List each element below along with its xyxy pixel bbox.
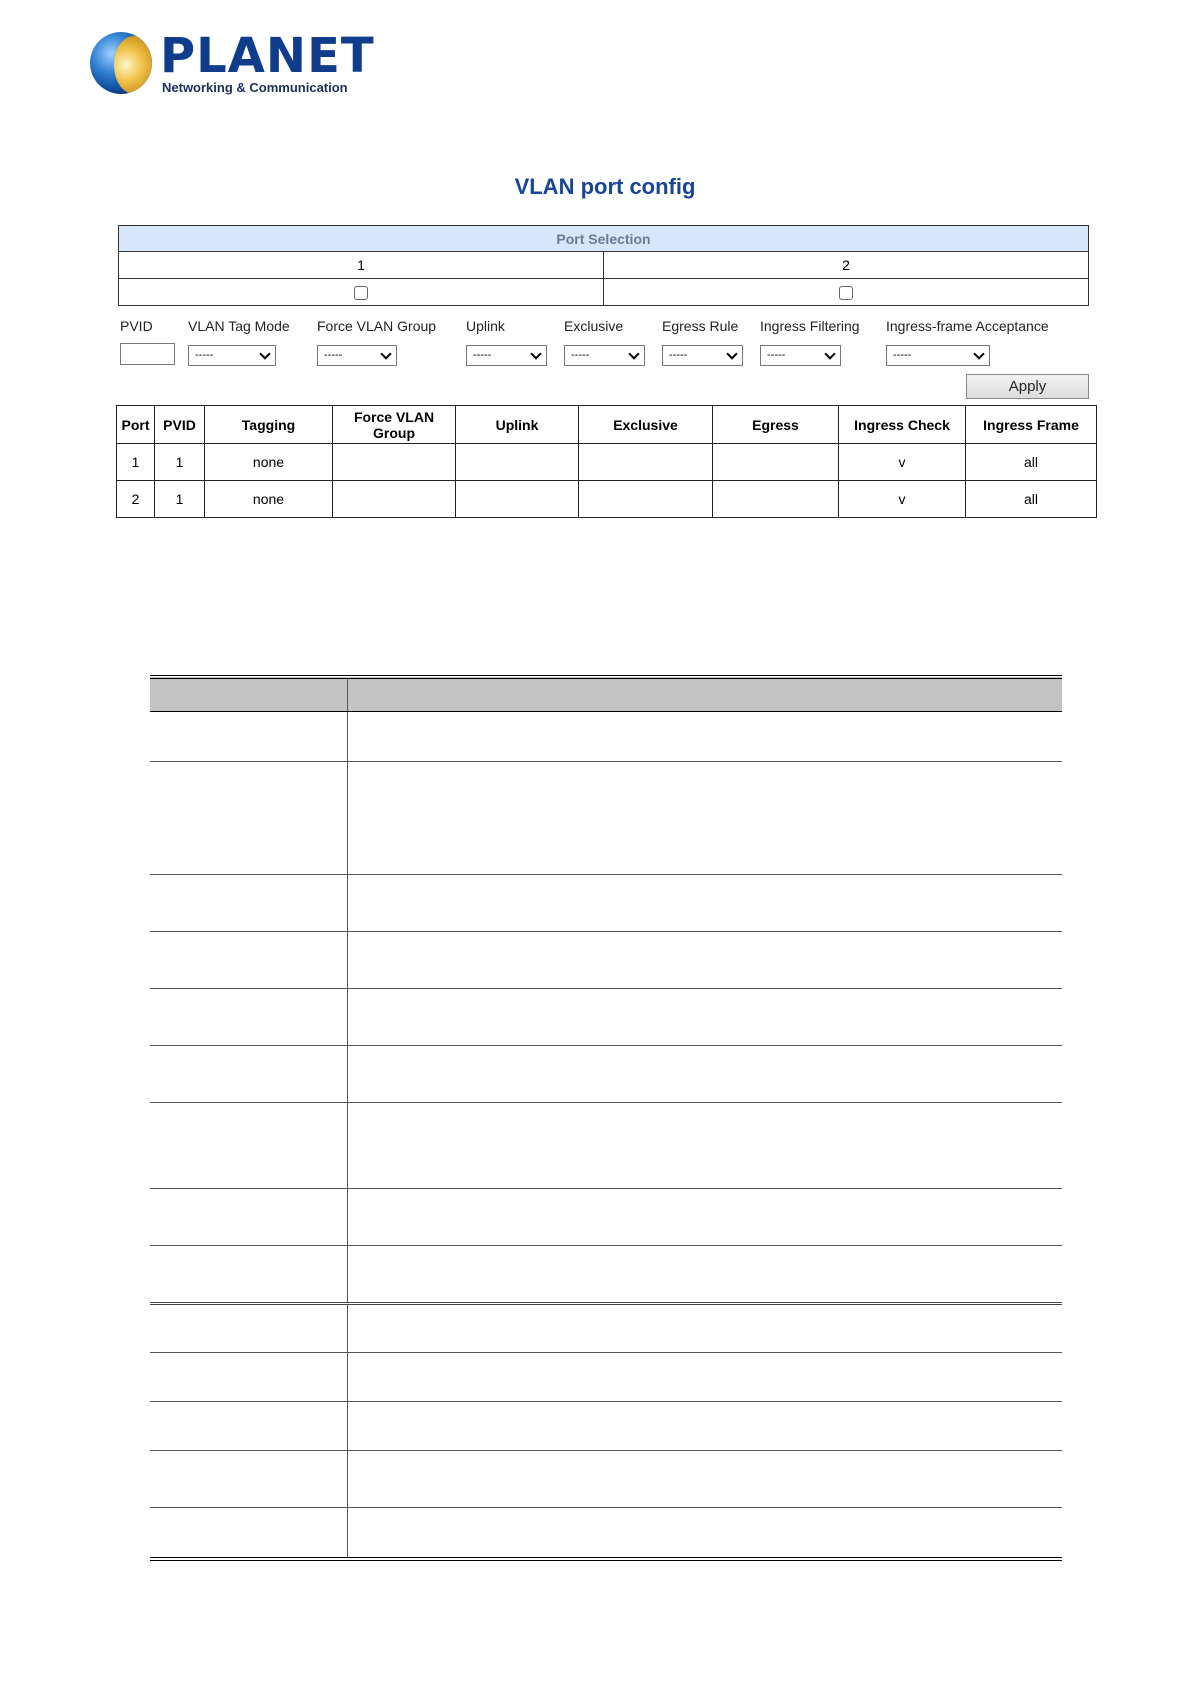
- cell-ingress-check: v: [839, 481, 966, 518]
- cell-ingress-check: v: [839, 444, 966, 481]
- apply-button[interactable]: Apply: [966, 374, 1089, 399]
- port-selection-header: Port Selection: [119, 226, 1089, 252]
- cell-exclusive: [579, 444, 713, 481]
- port-selection-label-1: 1: [119, 252, 604, 279]
- col-pvid-header: PVID: [155, 406, 205, 444]
- exclusive-value: -----: [571, 349, 590, 361]
- globe-logo-icon: [90, 32, 152, 94]
- cell-uplink: [456, 444, 579, 481]
- table-row: [150, 931, 1062, 988]
- table-row: [150, 711, 1062, 761]
- cell-tagging: none: [205, 444, 333, 481]
- cell-egress: [713, 481, 839, 518]
- force-vlan-group-select[interactable]: [317, 345, 397, 366]
- vlan-tag-mode-label: VLAN Tag Mode: [188, 318, 290, 334]
- port-selection-table: [118, 225, 1089, 306]
- col-exclusive-header: Exclusive: [579, 406, 713, 444]
- port-1-checkbox[interactable]: [354, 286, 368, 300]
- cell-ingress-frame: all: [966, 444, 1097, 481]
- table-row: [150, 1507, 1062, 1559]
- cell-force-vlan-group: [333, 481, 456, 518]
- cell-ingress-frame: all: [966, 481, 1097, 518]
- exclusive-select[interactable]: [564, 345, 645, 366]
- chevron-down-icon: [824, 348, 835, 359]
- force-vlan-group-value: -----: [324, 349, 343, 361]
- col-ingress-check-header: Ingress Check: [839, 406, 966, 444]
- description-table: [150, 675, 1062, 1561]
- cell-pvid: 1: [155, 481, 205, 518]
- description-header-cell: [347, 677, 1062, 711]
- cell-port: 2: [117, 481, 155, 518]
- table-row: [150, 1102, 1062, 1188]
- cell-exclusive: [579, 481, 713, 518]
- chevron-down-icon: [380, 348, 391, 359]
- logo-tagline: Networking & Communication: [162, 80, 348, 95]
- cell-port: 1: [117, 444, 155, 481]
- col-ingress-frame-header: Ingress Frame: [966, 406, 1097, 444]
- ingress-filtering-value: -----: [767, 349, 786, 361]
- cell-tagging: none: [205, 481, 333, 518]
- pvid-input[interactable]: [120, 343, 175, 365]
- ingress-filtering-label: Ingress Filtering: [760, 318, 860, 334]
- egress-rule-label: Egress Rule: [662, 318, 739, 334]
- force-vlan-group-label: Force VLAN Group: [317, 318, 437, 334]
- chevron-down-icon: [259, 348, 270, 359]
- ingress-frame-acceptance-value: -----: [893, 349, 912, 361]
- table-row: [117, 444, 1097, 481]
- table-row: [150, 1303, 1062, 1352]
- chevron-down-icon: [628, 348, 639, 359]
- vlan-tag-mode-select[interactable]: [188, 345, 276, 366]
- logo-brand: PLANET: [160, 28, 375, 84]
- planet-logo: [90, 28, 375, 100]
- page-title: VLAN port config: [514, 174, 696, 199]
- port-vlan-table: [116, 405, 1097, 518]
- ingress-frame-acceptance-select[interactable]: [886, 345, 990, 366]
- pvid-label: PVID: [120, 318, 153, 334]
- table-row: [150, 1401, 1062, 1450]
- egress-rule-select[interactable]: [662, 345, 743, 366]
- table-row: [150, 1450, 1062, 1507]
- description-header-cell: [150, 677, 347, 711]
- col-port-header: Port: [117, 406, 155, 444]
- col-tagging-header: Tagging: [205, 406, 333, 444]
- cell-egress: [713, 444, 839, 481]
- cell-pvid: 1: [155, 444, 205, 481]
- table-row: [150, 1352, 1062, 1401]
- col-force-vlan-group-header: Force VLAN Group: [333, 406, 456, 444]
- table-header-row: [117, 406, 1097, 444]
- chevron-down-icon: [530, 348, 541, 359]
- table-row: [117, 481, 1097, 518]
- col-egress-header: Egress: [713, 406, 839, 444]
- cell-force-vlan-group: [333, 444, 456, 481]
- table-row: [150, 988, 1062, 1045]
- port-2-checkbox[interactable]: [839, 286, 853, 300]
- table-row: [150, 1245, 1062, 1303]
- ingress-frame-acceptance-label: Ingress-frame Acceptance: [886, 318, 1049, 334]
- table-row: [150, 1045, 1062, 1102]
- port-selection-cell-1: [119, 279, 604, 306]
- port-selection-cell-2: [604, 279, 1089, 306]
- table-row: [150, 874, 1062, 931]
- port-selection-label-2: 2: [604, 252, 1089, 279]
- vlan-tag-mode-value: -----: [195, 349, 214, 361]
- uplink-label: Uplink: [466, 318, 505, 334]
- chevron-down-icon: [973, 348, 984, 359]
- uplink-select[interactable]: [466, 345, 547, 366]
- exclusive-label: Exclusive: [564, 318, 624, 334]
- table-row: [150, 761, 1062, 874]
- cell-uplink: [456, 481, 579, 518]
- table-row: [150, 1188, 1062, 1245]
- egress-rule-value: -----: [669, 349, 688, 361]
- col-uplink-header: Uplink: [456, 406, 579, 444]
- chevron-down-icon: [726, 348, 737, 359]
- uplink-value: -----: [473, 349, 492, 361]
- ingress-filtering-select[interactable]: [760, 345, 841, 366]
- description-header-row: [150, 677, 1062, 711]
